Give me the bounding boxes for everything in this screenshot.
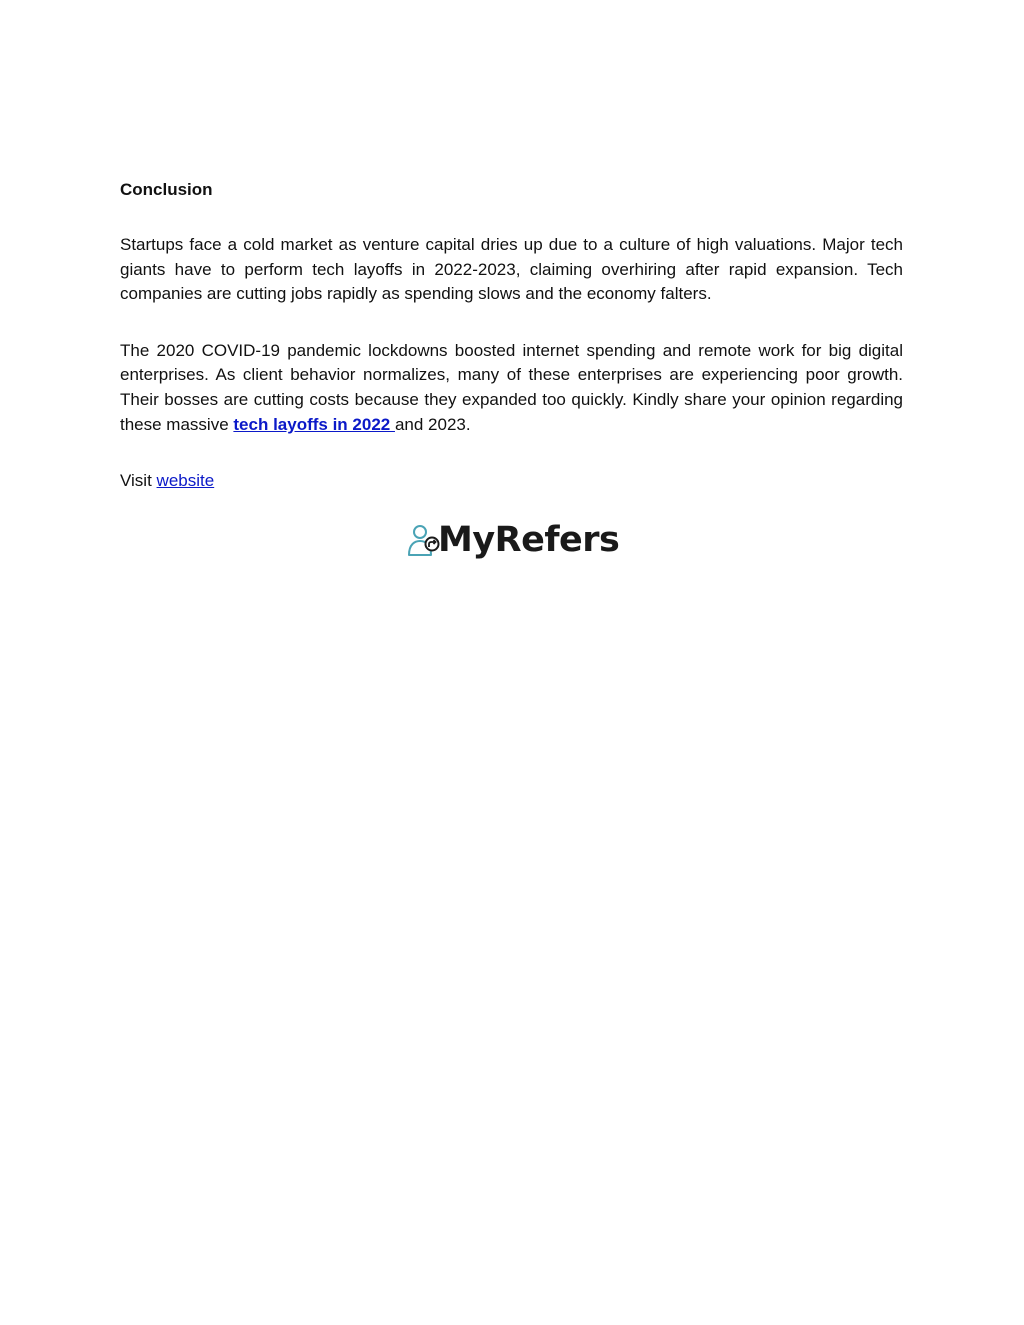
paragraph-startups: Startups face a cold market as venture capital dries up due to a culture of high valuations. Major tech giants have to perform tech layoffs in 2022-2023, claiming overhiring after rapid expansion. Tech companies are cutting jobs rapidly as spending slows and the economy falters. <box>120 235 903 304</box>
tech-layoffs-link[interactable]: tech layoffs in 2022 <box>233 414 395 434</box>
myrefers-logo <box>407 516 619 564</box>
visit-line <box>120 469 903 494</box>
section-heading: Conclusion <box>120 180 213 199</box>
user-share-icon <box>407 520 441 560</box>
paragraph-covid-tail: and 2023. <box>394 414 471 434</box>
document-body <box>120 176 903 526</box>
paragraph-covid-text: The 2020 COVID-19 pandemic lockdowns boosted internet spending and remote work for big digital enterprises. As client behavior normalizes, many of these enterprises are experiencing poor growth. Their bosses are cutting costs because they expanded too quickly. Kindly share your opinion regarding these massive <box>120 340 903 434</box>
logo-wordmark: MyRefers <box>438 520 620 560</box>
website-link[interactable]: website <box>156 471 215 491</box>
visit-prefix: Visit <box>120 471 157 491</box>
paragraph-covid <box>120 339 903 437</box>
